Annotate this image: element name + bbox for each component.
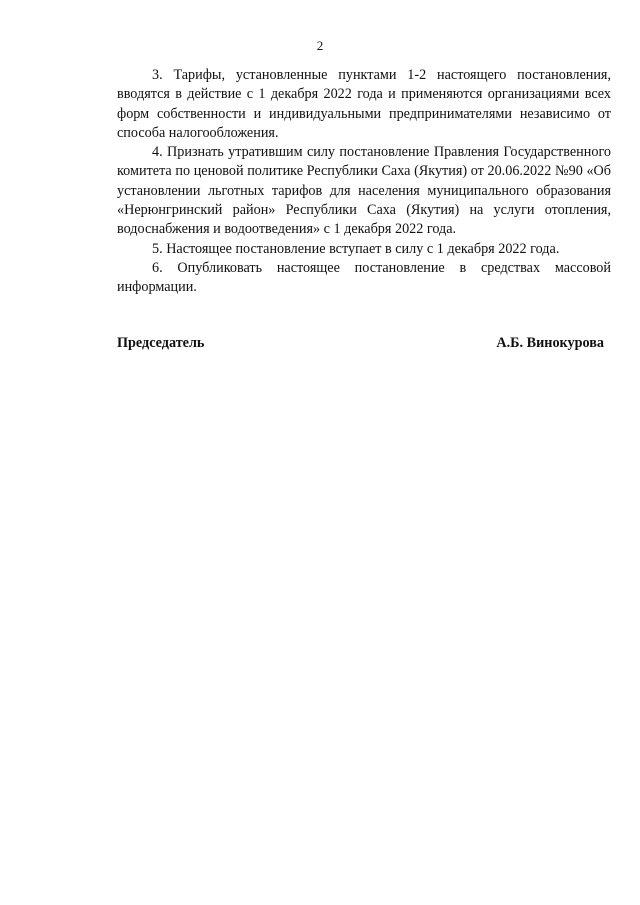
paragraph-tariffs-effective: 3. Тарифы, установленные пунктами 1-2 настоящего постановления, вводятся в действие с 1 декабря 2022 года и применяются организациями всех форм собственности и индивидуальными предпринимателями независимо от способа налогообложения.	[117, 67, 611, 141]
paragraph-repeal-resolution: 4. Признать утратившим силу постановление Правления Государственного комитета по ценовой политике Республики Саха (Якутия) от 20.06.2022 №90 «Об установлении льготных тарифов для населения муниципального образования «Нерюнгринский район» Республики Саха (Якутия) на услуги отопления, водоснабжения и водоотведения» с 1 декабря 2022 года.	[117, 144, 611, 238]
document-body	[117, 66, 611, 298]
signatory-title: Председатель	[117, 335, 205, 351]
page-number: 2	[316, 38, 324, 53]
signatory-name: А.Б. Винокурова	[496, 335, 604, 351]
paragraph-entry-into-force: 5. Настоящее постановление вступает в силу с 1 декабря 2022 года.	[152, 240, 560, 257]
paragraph-publication: 6. Опубликовать настоящее постановление в средствах массовой информации.	[117, 259, 611, 296]
